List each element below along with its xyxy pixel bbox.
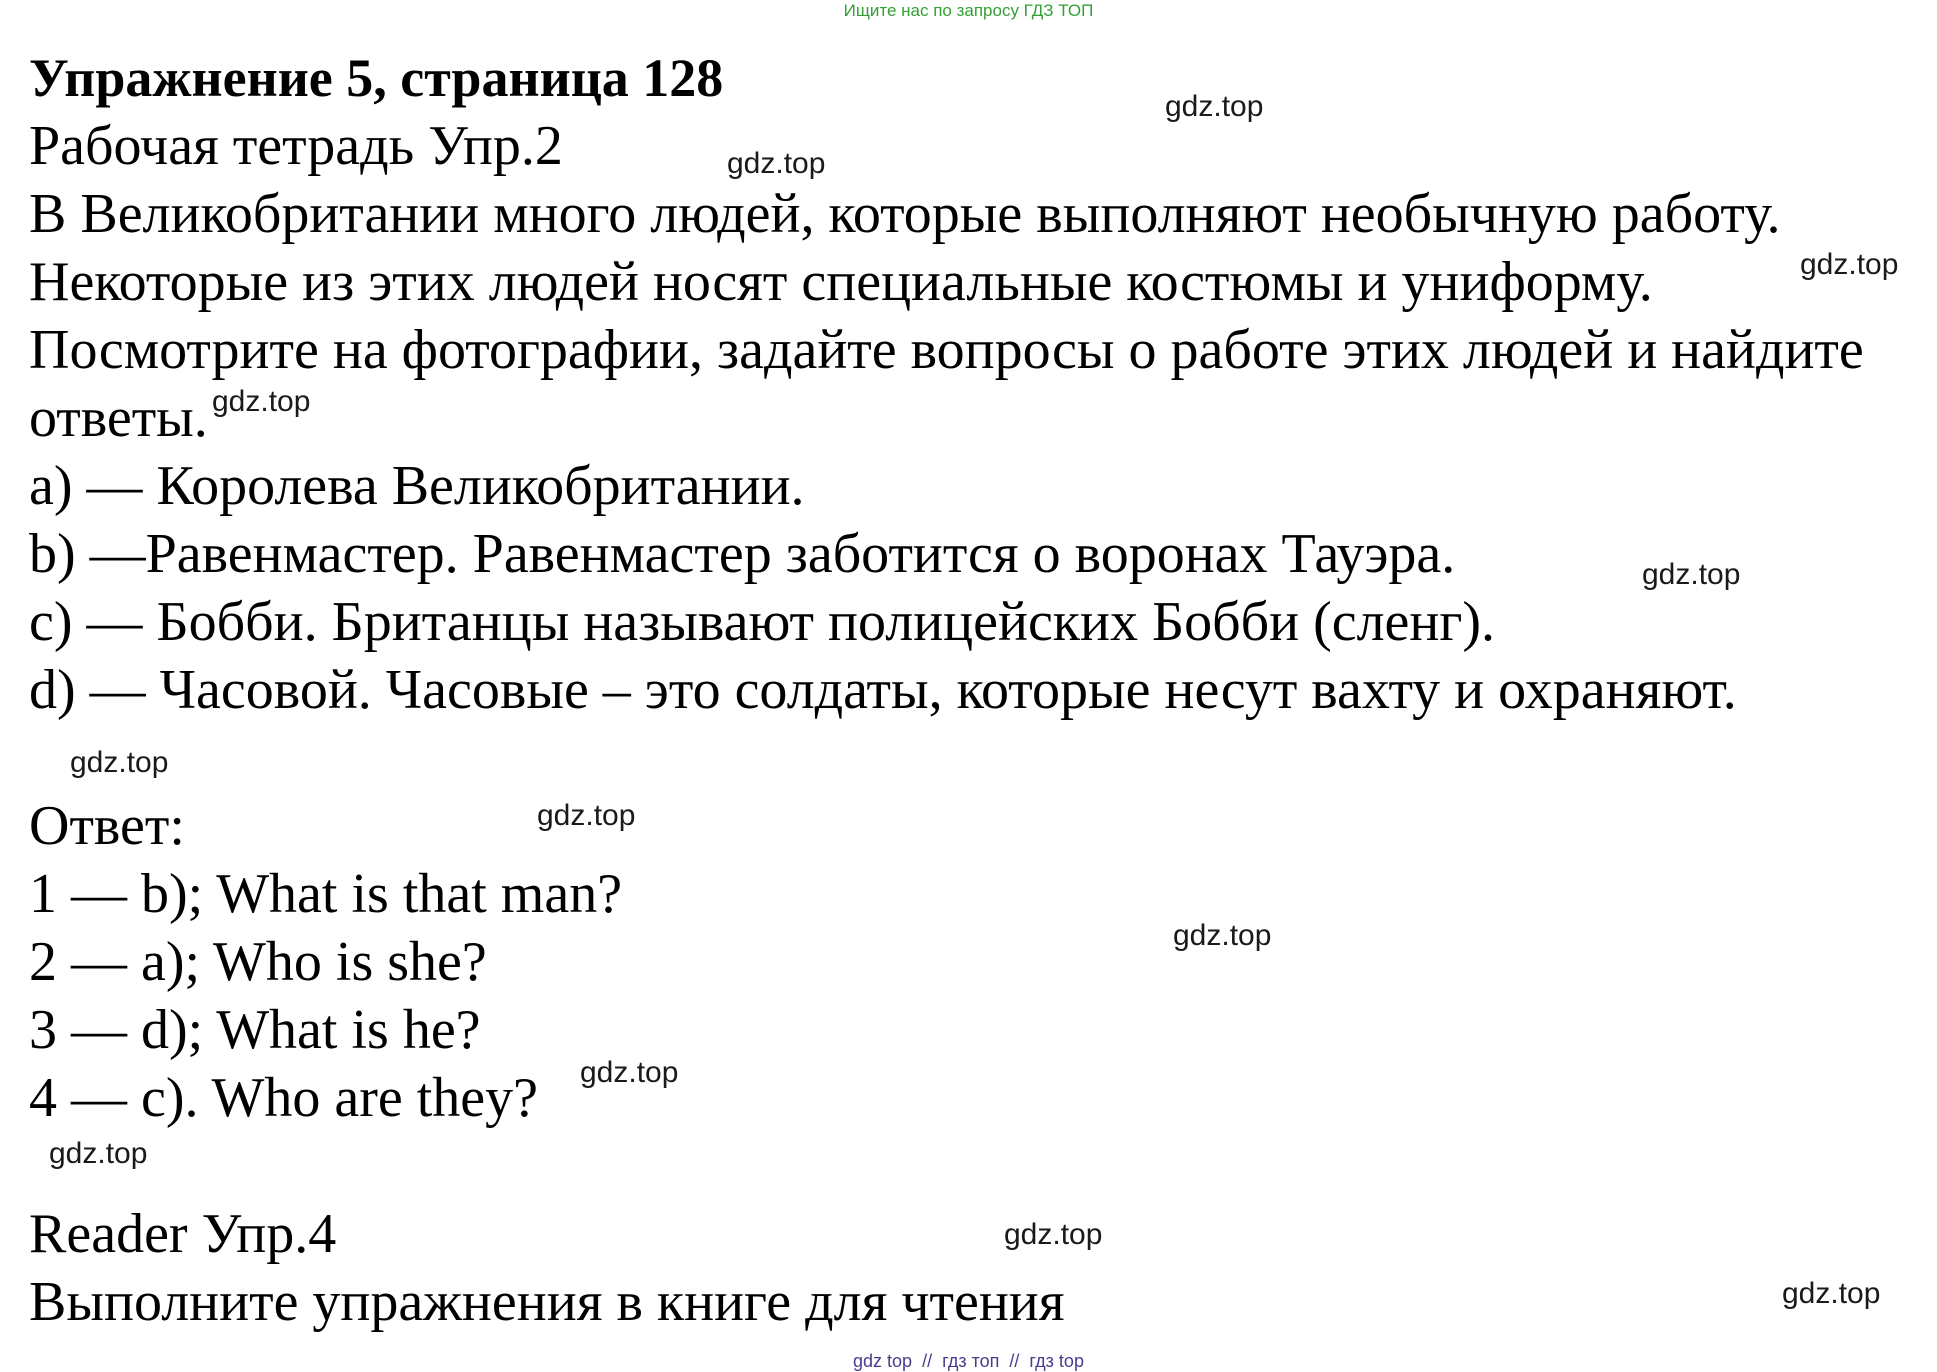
watermark: gdz.top <box>49 1137 148 1170</box>
footer-link[interactable]: гдз топ <box>942 1351 1000 1371</box>
footer-separator: // <box>1009 1351 1020 1371</box>
answer-line: 1 — b); What is that man? <box>29 863 623 925</box>
watermark: gdz.top <box>1173 919 1272 952</box>
watermark: gdz.top <box>537 799 636 832</box>
answer-line: 4 — c). Who are they? <box>29 1067 538 1129</box>
watermark: gdz.top <box>727 147 826 180</box>
footer-links <box>0 1350 1937 1372</box>
page-title: Упражнение 5, страница 128 <box>29 48 724 108</box>
watermark: gdz.top <box>70 746 169 779</box>
option-b: b) —Равенмастер. Равенмастер заботится о воронах Тауэра. <box>29 523 1456 585</box>
task-line: Некоторые из этих людей носят специальные костюмы и униформу. <box>29 251 1653 313</box>
workbook-heading: Рабочая тетрадь Упр.2 <box>29 115 563 177</box>
answer-line: 3 — d); What is he? <box>29 999 481 1061</box>
watermark: gdz.top <box>1642 558 1741 591</box>
task-line: В Великобритании много людей, которые выполняют необычную работу. <box>29 183 1781 245</box>
watermark: gdz.top <box>212 385 311 418</box>
option-c: c) — Бобби. Британцы называют полицейских Бобби (сленг). <box>29 591 1495 653</box>
reader-heading: Reader Упр.4 <box>29 1203 337 1265</box>
task-line: ответы. <box>29 387 208 449</box>
footer-link[interactable]: gdz top <box>853 1351 913 1371</box>
answer-line: 2 — a); Who is she? <box>29 931 487 993</box>
option-d: d) — Часовой. Часовые – это солдаты, которые несут вахту и охраняют. <box>29 659 1737 721</box>
task-line: Посмотрите на фотографии, задайте вопросы о работе этих людей и найдите <box>29 319 1864 381</box>
option-a: a) — Королева Великобритании. <box>29 455 805 517</box>
reader-text: Выполните упражнения в книге для чтения <box>29 1271 1065 1333</box>
watermark: gdz.top <box>1004 1218 1103 1251</box>
watermark: gdz.top <box>1800 248 1899 281</box>
footer-separator: // <box>922 1351 933 1371</box>
watermark: gdz.top <box>1165 90 1264 123</box>
answer-label: Ответ: <box>29 795 185 857</box>
footer-link[interactable]: гдз top <box>1029 1351 1084 1371</box>
watermark: gdz.top <box>1782 1277 1881 1310</box>
top-banner: Ищите нас по запросу ГДЗ ТОП <box>843 1 1094 20</box>
watermark: gdz.top <box>580 1056 679 1089</box>
